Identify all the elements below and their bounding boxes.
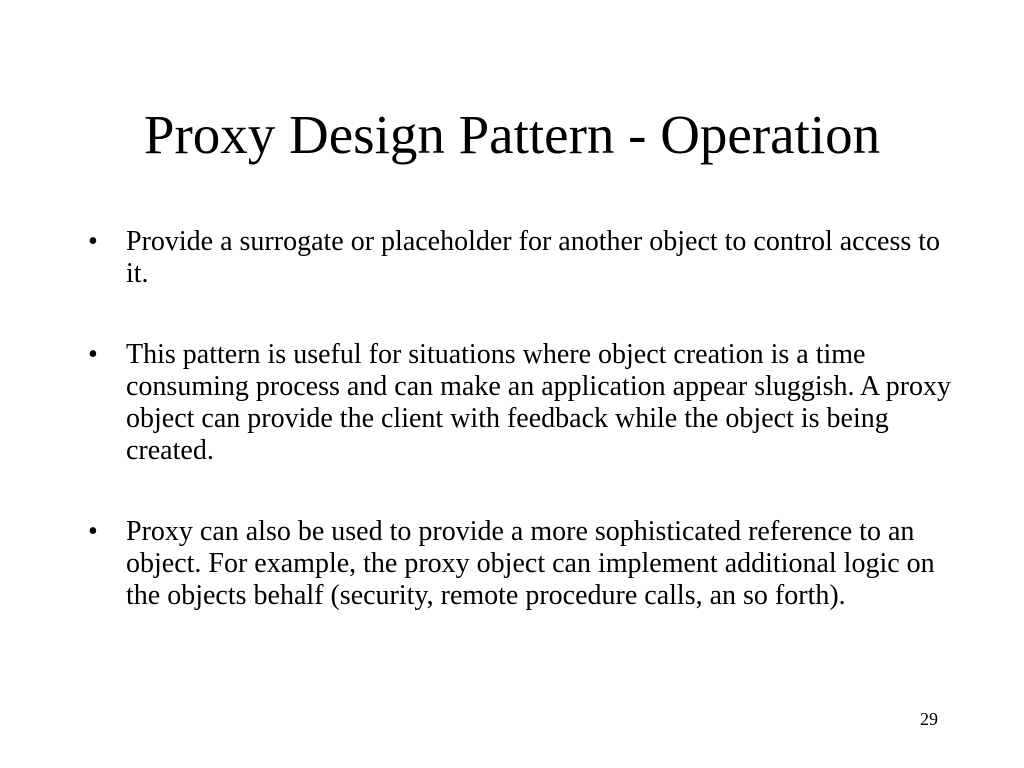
bullet-text: Provide a surrogate or placeholder for another object to control access to it.: [126, 226, 941, 289]
bullet-text: This pattern is useful for situations where object creation is a time consuming process and can make an application appear sluggish. A proxy object can provide the client with feedback while the object is being created.: [126, 339, 952, 466]
bullet-item: [80, 226, 955, 290]
bullet-text: Proxy can also be used to provide a more sophisticated reference to an object. For example, the proxy object can implement additional logic on the objects behalf (security, remote procedure calls, an so forth).: [126, 516, 935, 611]
bullet-icon: •: [88, 516, 98, 547]
slide-title: Proxy Design Pattern - Operation: [143, 104, 881, 165]
bullet-item: [80, 516, 955, 612]
bullet-list: [80, 226, 955, 612]
bullet-item: [80, 339, 955, 467]
slide-number: 29: [920, 709, 938, 729]
bullet-icon: •: [88, 226, 98, 257]
bullet-icon: •: [88, 339, 98, 370]
